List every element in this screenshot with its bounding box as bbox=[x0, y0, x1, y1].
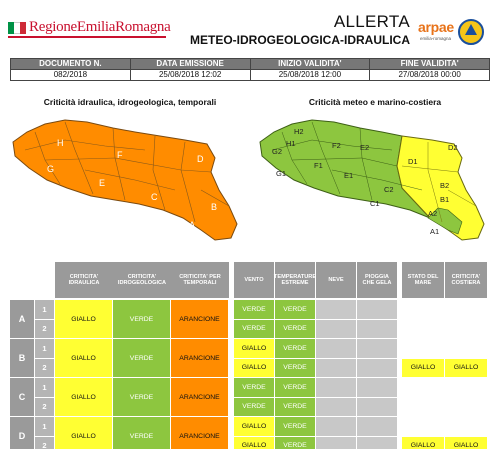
map-zone-label-H2: H2 bbox=[294, 127, 304, 136]
zone-label-D: D bbox=[10, 417, 34, 449]
cell-stato-mare-B2: GIALLO bbox=[402, 359, 444, 378]
region-shape bbox=[13, 120, 237, 240]
cell-pioggia-gela-A2 bbox=[357, 320, 397, 339]
cell-temperature-B2: VERDE bbox=[275, 359, 315, 378]
info-value-end: 27/08/2018 00:00 bbox=[370, 70, 490, 81]
cell-pioggia-gela-C2 bbox=[357, 398, 397, 417]
cell-temperature-C1: VERDE bbox=[275, 378, 315, 397]
info-value-emission: 25/08/2018 12:02 bbox=[130, 70, 250, 81]
cell-idrogeologica-B: VERDE bbox=[113, 339, 170, 377]
subzone-label-A2: 2 bbox=[35, 320, 54, 339]
arpae-logo: arpae bbox=[418, 19, 454, 35]
cell-costiera-C1 bbox=[445, 378, 487, 397]
map-zone-label-C2: C2 bbox=[384, 185, 394, 194]
map-zone-label-C: C bbox=[151, 192, 158, 202]
cell-stato-mare-B1 bbox=[402, 339, 444, 358]
cell-pioggia-gela-A1 bbox=[357, 300, 397, 319]
cell-neve-C2 bbox=[316, 398, 356, 417]
cell-temperature-D1: VERDE bbox=[275, 417, 315, 436]
cell-vento-D1: GIALLO bbox=[234, 417, 274, 436]
map-zone-label-F: F bbox=[117, 150, 123, 160]
cell-stato-mare-C1 bbox=[402, 378, 444, 397]
cell-pioggia-gela-D1 bbox=[357, 417, 397, 436]
header-vento: VENTO bbox=[234, 262, 274, 298]
cell-neve-D2 bbox=[316, 437, 356, 449]
map-zone-label-F1: F1 bbox=[314, 161, 323, 170]
header-temperature: TEMPERATURE ESTREME bbox=[275, 262, 315, 298]
header-neve: NEVE bbox=[316, 262, 356, 298]
info-label-start: INIZIO VALIDITA' bbox=[250, 59, 370, 70]
cell-vento-C1: VERDE bbox=[234, 378, 274, 397]
zone-label-B: B bbox=[10, 339, 34, 377]
cell-vento-D2: GIALLO bbox=[234, 437, 274, 449]
info-label-document: DOCUMENTO N. bbox=[11, 59, 131, 70]
cell-neve-D1 bbox=[316, 417, 356, 436]
cell-temperature-A1: VERDE bbox=[275, 300, 315, 319]
arpae-logo-sub: emilia-romagna bbox=[420, 36, 452, 41]
header-idraulica: CRITICITA' IDRAULICA bbox=[55, 262, 113, 298]
cell-temperature-B1: VERDE bbox=[275, 339, 315, 358]
table-corner bbox=[10, 262, 54, 298]
cell-stato-mare-D2: GIALLO bbox=[402, 437, 444, 449]
cell-neve-A2 bbox=[316, 320, 356, 339]
info-label-emission: DATA EMISSIONE bbox=[130, 59, 250, 70]
map-zone-label-B: B bbox=[211, 202, 218, 212]
map-zone-label-B2: B2 bbox=[440, 181, 450, 190]
cell-stato-mare-C2 bbox=[402, 398, 444, 417]
cell-idrogeologica-A: VERDE bbox=[113, 300, 170, 338]
subzone-label-B1: 1 bbox=[35, 339, 54, 358]
map-zone-label-E: E bbox=[99, 178, 106, 188]
map-zone-label-D1: D1 bbox=[408, 157, 418, 166]
page-subtitle: METEO-IDROGEOLOGICA-IDRAULICA bbox=[190, 33, 410, 47]
map-zone-label-C1: C1 bbox=[370, 199, 380, 208]
header-costiera: CRITICITA' COSTIERA bbox=[445, 262, 487, 298]
cell-neve-C1 bbox=[316, 378, 356, 397]
cell-vento-C2: VERDE bbox=[234, 398, 274, 417]
cell-costiera-A1 bbox=[445, 300, 487, 319]
cell-costiera-A2 bbox=[445, 320, 487, 339]
logo-underline bbox=[8, 36, 166, 38]
cell-idraulica-D: GIALLO bbox=[55, 417, 112, 449]
map-zone-label-H1: H1 bbox=[286, 139, 296, 148]
region-logo-text: RegioneEmiliaRomagna bbox=[29, 19, 171, 35]
zone-label-A: A bbox=[10, 300, 34, 338]
header-idrogeologica: CRITICITA' IDROGEOLOGICA bbox=[113, 262, 171, 298]
map-zone-label-G: G bbox=[47, 164, 55, 174]
cell-pioggia-gela-B2 bbox=[357, 359, 397, 378]
cell-neve-A1 bbox=[316, 300, 356, 319]
cell-idraulica-C: GIALLO bbox=[55, 378, 112, 416]
cell-costiera-C2 bbox=[445, 398, 487, 417]
subzone-label-A1: 1 bbox=[35, 300, 54, 319]
map-zone-label-B1: B1 bbox=[440, 195, 450, 204]
cell-pioggia-gela-D2 bbox=[357, 437, 397, 449]
document-info-table bbox=[10, 58, 490, 81]
info-value-document: 082/2018 bbox=[11, 70, 131, 81]
cell-pioggia-gela-C1 bbox=[357, 378, 397, 397]
subzone-label-D2: 2 bbox=[35, 437, 54, 449]
map-zone-label-G2: G2 bbox=[272, 147, 283, 156]
cell-temporali-D: ARANCIONE bbox=[171, 417, 228, 449]
cell-idraulica-A: GIALLO bbox=[55, 300, 112, 338]
cell-costiera-D1 bbox=[445, 417, 487, 436]
cell-stato-mare-A1 bbox=[402, 300, 444, 319]
subzone-label-C2: 2 bbox=[35, 398, 54, 417]
cell-temporali-A: ARANCIONE bbox=[171, 300, 228, 338]
cell-vento-B1: GIALLO bbox=[234, 339, 274, 358]
civil-protection-icon bbox=[458, 19, 484, 45]
map-zone-label-D: D bbox=[197, 154, 204, 164]
cell-temperature-C2: VERDE bbox=[275, 398, 315, 417]
header-temporali: CRITICITA' PER TEMPORALI bbox=[171, 262, 229, 298]
zone-label-C: C bbox=[10, 378, 34, 416]
info-label-end: FINE VALIDITA' bbox=[370, 59, 490, 70]
map-zone-label-H: H bbox=[57, 138, 64, 148]
map-zone-label-A2: A2 bbox=[428, 209, 438, 218]
right-map-title: Criticità meteo e marino-costiera bbox=[308, 97, 442, 107]
cell-temperature-D2: VERDE bbox=[275, 437, 315, 449]
cell-stato-mare-A2 bbox=[402, 320, 444, 339]
italian-flag-icon bbox=[8, 22, 26, 34]
cell-temporali-C: ARANCIONE bbox=[171, 378, 228, 416]
cell-stato-mare-D1 bbox=[402, 417, 444, 436]
cell-costiera-B1 bbox=[445, 339, 487, 358]
info-value-start: 25/08/2018 12:00 bbox=[250, 70, 370, 81]
map-zone-label-G1: G1 bbox=[276, 169, 287, 178]
meteo-alert-map bbox=[252, 110, 492, 250]
cell-costiera-D2: GIALLO bbox=[445, 437, 487, 449]
cell-idrogeologica-D: VERDE bbox=[113, 417, 170, 449]
cell-vento-A2: VERDE bbox=[234, 320, 274, 339]
subzone-label-D1: 1 bbox=[35, 417, 54, 436]
cell-vento-B2: GIALLO bbox=[234, 359, 274, 378]
cell-idraulica-B: GIALLO bbox=[55, 339, 112, 377]
header-stato-mare: STATO DEL MARE bbox=[402, 262, 444, 298]
cell-neve-B1 bbox=[316, 339, 356, 358]
cell-pioggia-gela-B1 bbox=[357, 339, 397, 358]
left-map-title: Criticità idraulica, idrogeologica, temporali bbox=[43, 97, 217, 107]
map-zone-label-A1: A1 bbox=[430, 227, 440, 236]
cell-neve-B2 bbox=[316, 359, 356, 378]
map-zone-label-E2: E2 bbox=[360, 143, 370, 152]
map-zone-label-F2: F2 bbox=[332, 141, 341, 150]
map-zone-label-A: A bbox=[189, 220, 196, 230]
cell-temperature-A2: VERDE bbox=[275, 320, 315, 339]
cell-idrogeologica-C: VERDE bbox=[113, 378, 170, 416]
map-zone-label-E1: E1 bbox=[344, 171, 354, 180]
map-zone-label-D2: D2 bbox=[448, 143, 458, 152]
hydro-alert-map bbox=[5, 110, 245, 250]
cell-costiera-B2: GIALLO bbox=[445, 359, 487, 378]
subzone-label-C1: 1 bbox=[35, 378, 54, 397]
page-title: ALLERTA bbox=[333, 12, 410, 31]
cell-vento-A1: VERDE bbox=[234, 300, 274, 319]
subzone-label-B2: 2 bbox=[35, 359, 54, 378]
header-pioggia-gela: PIOGGIA CHE GELA bbox=[357, 262, 397, 298]
cell-temporali-B: ARANCIONE bbox=[171, 339, 228, 377]
